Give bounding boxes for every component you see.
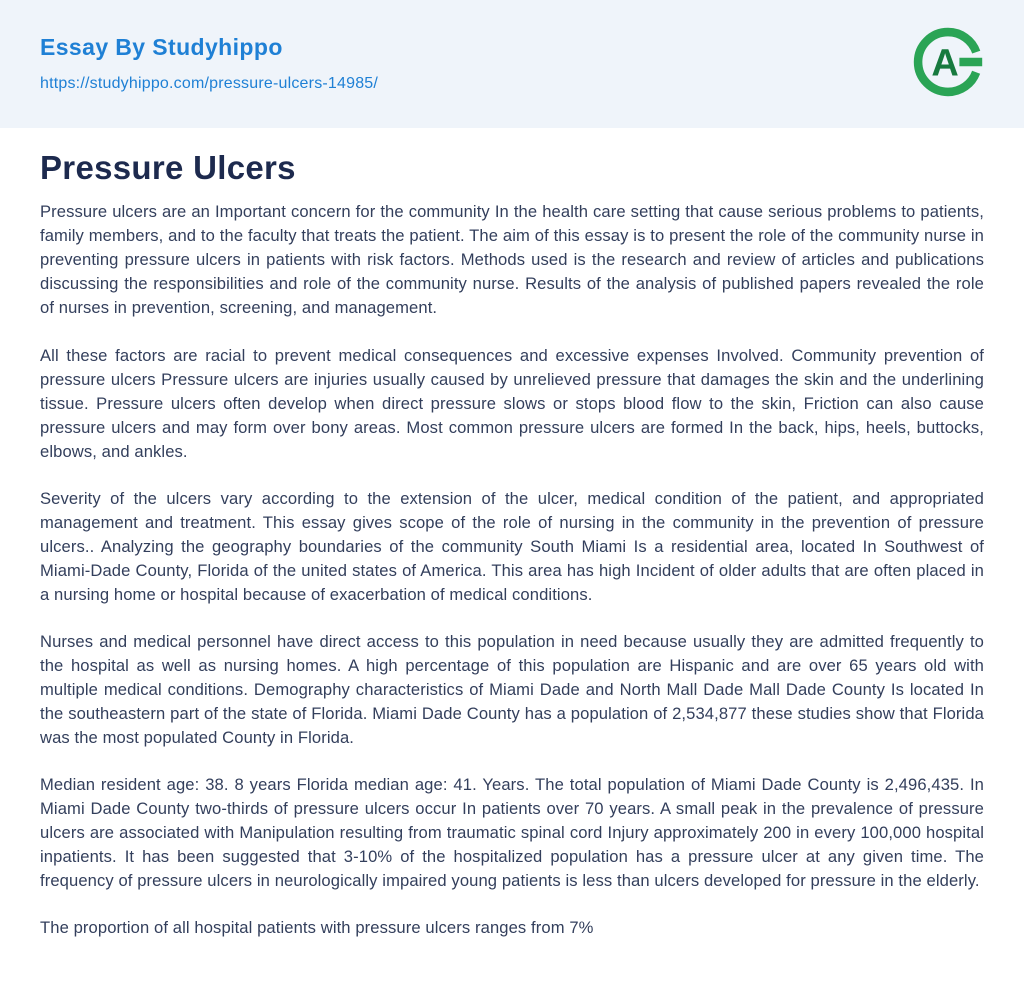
logo-letter: A (931, 42, 959, 85)
studyhippo-logo-icon (910, 24, 986, 100)
essay-content (0, 150, 1024, 941)
page-header (0, 0, 1024, 128)
essay-body (40, 200, 984, 940)
essay-paragraph: The proportion of all hospital patients with pressure ulcers ranges from 7% (40, 918, 594, 938)
page-url-link[interactable]: https://studyhippo.com/pressure-ulcers-14985/ (40, 75, 379, 92)
essay-title: Pressure Ulcers (40, 149, 296, 186)
brand-title: Essay By Studyhippo (40, 34, 283, 60)
essay-paragraph: All these factors are racial to prevent medical consequences and excessive expenses Involved. Community prevention of pressure ulcers Pressure ulcers are injuries usually caused by unrelieved pressure that damages the skin and the underlining tissue. Pressure ulcers often develop when direct pressure slows or stops blood flow to the skin, Friction can also cause pressure ulcers and may form over bony areas. Most common pressure ulcers are formed In the back, hips, heels, buttocks, elbows, and ankles. (40, 345, 984, 461)
essay-paragraph: Nurses and medical personnel have direct access to this population in need because usually they are admitted frequently to the hospital as well as nursing homes. A high percentage of this population are Hispanic and are over 65 years old with multiple medical conditions. Demography characteristics of Miami Dade and North Mall Dade Mall Dade County Is located In the southeastern part of the state of Florida. Miami Dade County has a population of 2,534,877 these studies show that Florida was the most populated County in Florida. (40, 632, 984, 748)
essay-paragraph: Pressure ulcers are an Important concern for the community In the health care setting that cause serious problems to patients, family members, and to the faculty that treats the patient. The aim of this essay is to present the role of the community nurse in preventing pressure ulcers in patients with risk factors. Methods used is the research and review of articles and publications discussing the responsibilities and role of the community nurse. Results of the analysis of published papers revealed the role of nurses in prevention, screening, and management. (40, 202, 984, 318)
essay-paragraph: Severity of the ulcers vary according to the extension of the ulcer, medical condition of the patient, and appropriated management and treatment. This essay gives scope of the role of nursing in the community in the prevention of pressure ulcers.. Analyzing the geography boundaries of the community South Miami Is a residential area, located In Southwest of Miami-Dade County, Florida of the united states of America. This area has high Incident of older adults that are often placed in a nursing home or hospital because of exacerbation of medical conditions. (40, 488, 984, 604)
essay-paragraph: Median resident age: 38. 8 years Florida median age: 41. Years. The total population of Miami Dade County is 2,496,435. In Miami Dade County two-thirds of pressure ulcers occur In patients over 70 years. A small peak in the prevalence of pressure ulcers are associated with Manipulation resulting from traumatic spinal cord Injury approximately 200 in every 100,000 hospital inpatients. It has been suggested that 3-10% of the hospitalized population has a pressure ulcer at any given time. The frequency of pressure ulcers in neurologically impaired young patients is less than ulcers developed for pressure in the elderly. (40, 775, 984, 891)
